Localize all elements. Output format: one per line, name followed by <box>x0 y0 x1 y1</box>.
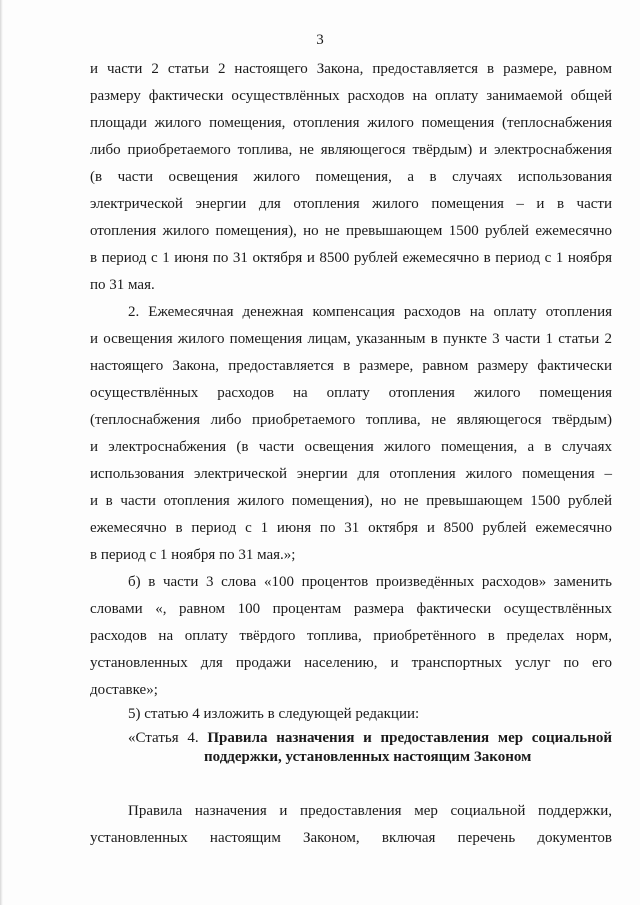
text-line: настоящего Закона, предоставляется в размере, равном размеру фактически <box>90 358 612 374</box>
text-line: Правила назначения и предоставления мер социальной поддержки, <box>128 803 612 819</box>
text-line: площади жилого помещения, отопления жилого помещения (теплоснабжения <box>90 115 612 131</box>
article-prefix: «Статья 4. <box>128 730 199 746</box>
text-line: установленных настоящим Законом, включая перечень документов <box>90 830 612 846</box>
text-line: (в части освещения жилого помещения, а в случаях использования <box>90 169 612 185</box>
text-line: установленных для продажи населению, и транспортных услуг по его <box>90 655 612 671</box>
article-title-line1: Правила назначения и предоставления мер социальной <box>207 730 612 746</box>
text-line: доставке»; <box>90 682 158 698</box>
text-line: 5) статью 4 изложить в следующей редакции: <box>128 706 420 722</box>
text-line: 2. Ежемесячная денежная компенсация расходов на оплату отопления <box>128 304 612 320</box>
text-line: и электроснабжения (в части освещения жилого помещения, а в случаях <box>90 439 612 455</box>
text-line: словами «, равном 100 процентам размера фактически осуществлённых <box>90 601 612 617</box>
text-line: ежемесячно в период с 1 июня по 31 октября и 8500 рублей ежемесячно <box>90 520 612 536</box>
article-title-line2: поддержки, установленных настоящим Законом <box>204 749 532 765</box>
text-line: использования электрической энергии для отопления жилого помещения – <box>90 466 612 482</box>
text-line: (теплоснабжения либо приобретаемого топлива, не являющегося твёрдым) <box>90 412 612 428</box>
text-line: по 31 мая. <box>90 277 155 293</box>
page-number: 3 <box>316 32 324 48</box>
text-line: и части 2 статьи 2 настоящего Закона, предоставляется в размере, равном <box>90 61 612 77</box>
text-line: в период с 1 ноября по 31 мая.»; <box>90 547 296 563</box>
text-line: расходов на оплату твёрдого топлива, приобретённого в пределах норм, <box>90 628 612 644</box>
text-line: в период с 1 июня по 31 октября и 8500 рублей ежемесячно в период с 1 ноября <box>90 250 612 266</box>
text-line: осуществлённых расходов на оплату отопления жилого помещения <box>90 385 612 401</box>
text-line: размеру фактически осуществлённых расходов на оплату занимаемой общей <box>90 88 612 104</box>
text-line: и в части отопления жилого помещения), но не превышающем 1500 рублей <box>90 493 612 509</box>
text-line: и освещения жилого помещения лицам, указанным в пункте 3 части 1 статьи 2 <box>90 331 612 347</box>
text-line: б) в части 3 слова «100 процентов произведённых расходов» заменить <box>128 574 612 590</box>
text-line: отопления жилого помещения), но не превышающем 1500 рублей ежемесячно <box>90 223 612 239</box>
article-heading <box>128 729 612 747</box>
scan-edge <box>0 0 3 905</box>
text-line: электрической энергии для отопления жилого помещения – и в части <box>90 196 612 212</box>
text-line: либо приобретаемого топлива, не являющегося твёрдым) и электроснабжения <box>90 142 612 158</box>
